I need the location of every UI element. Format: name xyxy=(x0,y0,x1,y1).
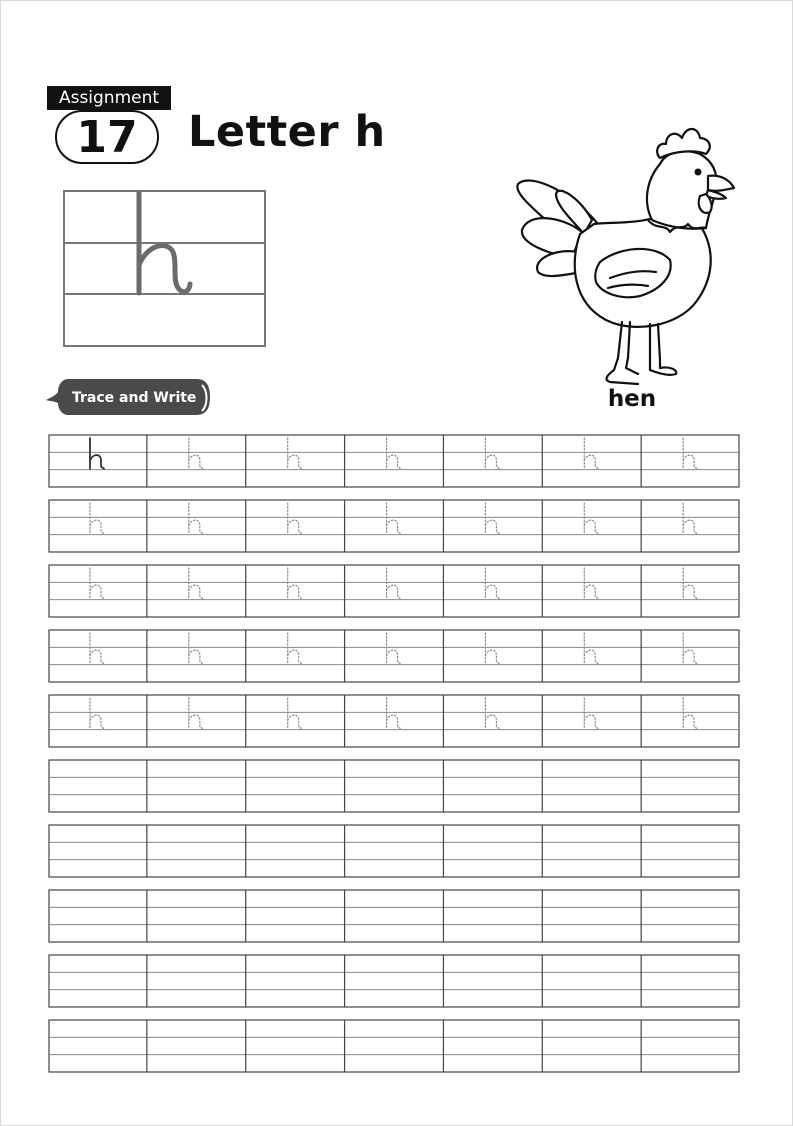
write-cell[interactable] xyxy=(148,1021,245,1071)
trace-cell[interactable] xyxy=(346,436,443,486)
page-title: Letter h xyxy=(188,107,386,157)
practice-row xyxy=(49,695,739,747)
trace-cell[interactable] xyxy=(543,566,640,616)
write-cell[interactable] xyxy=(444,1021,541,1071)
trace-cell[interactable] xyxy=(346,566,443,616)
write-cell[interactable] xyxy=(247,956,344,1006)
write-cell[interactable] xyxy=(148,826,245,876)
write-cell[interactable] xyxy=(642,1021,739,1071)
trace-cell[interactable] xyxy=(444,566,541,616)
write-cell[interactable] xyxy=(543,826,640,876)
trace-cell[interactable] xyxy=(642,696,739,746)
write-cell[interactable] xyxy=(543,761,640,811)
write-cell[interactable] xyxy=(642,761,739,811)
trace-cell[interactable] xyxy=(148,696,245,746)
practice-grid xyxy=(48,434,740,1074)
trace-cell[interactable] xyxy=(148,566,245,616)
write-cell[interactable] xyxy=(346,761,443,811)
trace-cell[interactable] xyxy=(444,501,541,551)
trace-cell[interactable] xyxy=(49,501,146,551)
trace-cell[interactable] xyxy=(247,696,344,746)
practice-row xyxy=(49,500,739,552)
trace-cell[interactable] xyxy=(247,566,344,616)
trace-cell[interactable] xyxy=(444,436,541,486)
trace-cell[interactable] xyxy=(49,631,146,681)
write-cell[interactable] xyxy=(642,826,739,876)
write-cell[interactable] xyxy=(543,956,640,1006)
trace-cell[interactable] xyxy=(444,696,541,746)
write-cell[interactable] xyxy=(444,891,541,941)
write-cell[interactable] xyxy=(543,1021,640,1071)
write-cell[interactable] xyxy=(642,891,739,941)
trace-cell[interactable] xyxy=(247,501,344,551)
trace-cell[interactable] xyxy=(642,631,739,681)
trace-cell[interactable] xyxy=(346,501,443,551)
write-cell[interactable] xyxy=(49,956,146,1006)
write-cell[interactable] xyxy=(247,826,344,876)
write-cell[interactable] xyxy=(49,826,146,876)
practice-row xyxy=(49,955,739,1007)
trace-cell[interactable] xyxy=(247,436,344,486)
write-cell[interactable] xyxy=(346,1021,443,1071)
trace-cell[interactable] xyxy=(148,501,245,551)
trace-cell[interactable] xyxy=(148,631,245,681)
practice-row xyxy=(49,435,739,487)
trace-cell[interactable] xyxy=(543,501,640,551)
write-cell[interactable] xyxy=(247,891,344,941)
write-cell[interactable] xyxy=(444,956,541,1006)
trace-and-write-label: Trace and Write xyxy=(72,390,197,406)
trace-cell[interactable] xyxy=(543,631,640,681)
write-cell[interactable] xyxy=(247,1021,344,1071)
picture-word: hen xyxy=(607,386,657,412)
write-cell[interactable] xyxy=(642,956,739,1006)
write-cell[interactable] xyxy=(247,761,344,811)
trace-cell[interactable] xyxy=(444,631,541,681)
demo-letter-box xyxy=(63,190,266,347)
write-cell[interactable] xyxy=(148,761,245,811)
trace-cell[interactable] xyxy=(642,501,739,551)
trace-cell[interactable] xyxy=(642,436,739,486)
assignment-number: 17 xyxy=(55,110,159,164)
practice-row xyxy=(49,890,739,942)
trace-cell[interactable] xyxy=(543,696,640,746)
practice-row xyxy=(49,760,739,812)
trace-cell[interactable] xyxy=(49,566,146,616)
hen-illustration xyxy=(510,112,740,387)
trace-cell[interactable] xyxy=(346,696,443,746)
write-cell[interactable] xyxy=(148,956,245,1006)
write-cell[interactable] xyxy=(346,826,443,876)
trace-cell[interactable] xyxy=(543,436,640,486)
trace-cell[interactable] xyxy=(148,436,245,486)
write-cell[interactable] xyxy=(49,761,146,811)
practice-row xyxy=(49,1020,739,1072)
trace-cell[interactable] xyxy=(49,696,146,746)
write-cell[interactable] xyxy=(148,891,245,941)
practice-row xyxy=(49,630,739,682)
write-cell[interactable] xyxy=(49,1021,146,1071)
write-cell[interactable] xyxy=(543,891,640,941)
write-cell[interactable] xyxy=(346,956,443,1006)
trace-cell[interactable] xyxy=(247,631,344,681)
trace-cell[interactable] xyxy=(49,436,146,486)
write-cell[interactable] xyxy=(49,891,146,941)
trace-cell[interactable] xyxy=(642,566,739,616)
write-cell[interactable] xyxy=(346,891,443,941)
write-cell[interactable] xyxy=(444,826,541,876)
practice-row xyxy=(49,565,739,617)
practice-row xyxy=(49,825,739,877)
write-cell[interactable] xyxy=(444,761,541,811)
assignment-label: Assignment xyxy=(47,86,171,110)
trace-cell[interactable] xyxy=(346,631,443,681)
